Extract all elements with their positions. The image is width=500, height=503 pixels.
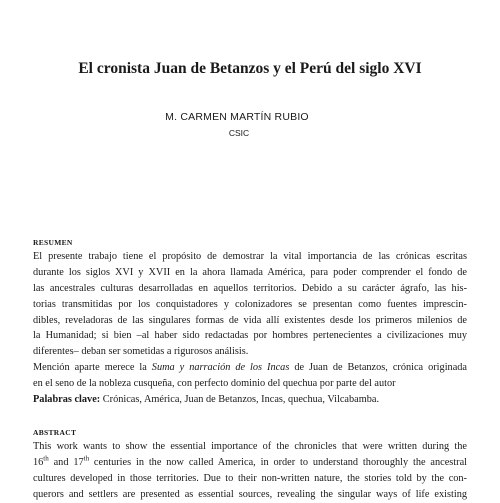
resumen-mention-line — [33, 360, 467, 376]
abstract-line: cultures developed in those territories. Due to their non-written nature, the stories told by the con- — [33, 472, 467, 484]
abstract-text: centuries in the now called America, in order to understand thoroughly the ancestral — [89, 456, 467, 468]
keywords — [33, 394, 467, 405]
resumen-line: torias transmitidas por los conquistadores y colonizadores se presentan como fuentes imprescin- — [33, 298, 467, 310]
abstract-paragraph — [33, 439, 467, 503]
abstract-text: 16 — [33, 456, 44, 468]
resumen-paragraph — [33, 249, 467, 392]
author-name: M. CARMEN MARTÍN RUBIO — [165, 111, 309, 123]
resumen-line: El presente trabajo tiene el propósito de demostrar la vital importancia de las crónicas escritas — [33, 251, 467, 262]
resumen-line: diferentes– deban ser sometidas a rigurosos análisis. — [33, 346, 249, 358]
paper-title: El cronista Juan de Betanzos y el Perú del siglo XVI — [78, 60, 422, 77]
ordinal-suffix: th — [43, 454, 49, 463]
abstract-line: querors and settlers are presented as essential sources, revealing the singular ways of life existing — [33, 488, 467, 500]
resumen-line: durante los siglos XVI y XVII en la ahora llamada América, para poder comprender el fondo de — [33, 266, 467, 278]
resumen-line: la Humanidad; si bien –al haber sido redactadas por hombres pertenecientes a civilizaciones muy — [33, 330, 467, 342]
mention-suffix: de Juan de Betanzos, crónica originada — [289, 362, 467, 374]
mention-prefix: Mención aparte merece la — [33, 362, 152, 374]
mention-book-title: Suma y narración de los Incas — [151, 362, 290, 374]
abstract-text: and 17 — [48, 456, 84, 468]
author-affiliation: CSIC — [228, 128, 250, 138]
abstract-line: This work wants to show the essential importance of the chronicles that were written during the — [33, 441, 467, 452]
resumen-line: dibles, reveladoras de las singulares formas de vida allí existentes desde los primeros milenios de — [33, 314, 467, 326]
resumen-line: las ancestrales culturas desarrolladas en aquellos territorios. Debido a su carácter ágrafo, las his- — [33, 282, 467, 294]
resumen-heading: RESUMEN — [33, 238, 73, 247]
resumen-mention-line-2: en el seno de la nobleza cusqueña, con perfecto dominio del quechua por parte del autor — [33, 378, 396, 390]
abstract-heading: ABSTRACT — [33, 428, 77, 437]
keywords-text: Crónicas, América, Juan de Betanzos, Incas, quechua, Vilcabamba. — [100, 394, 380, 405]
keywords-label: Palabras clave: — [33, 394, 101, 405]
ordinal-suffix: th — [83, 454, 90, 463]
abstract-line — [33, 455, 467, 471]
